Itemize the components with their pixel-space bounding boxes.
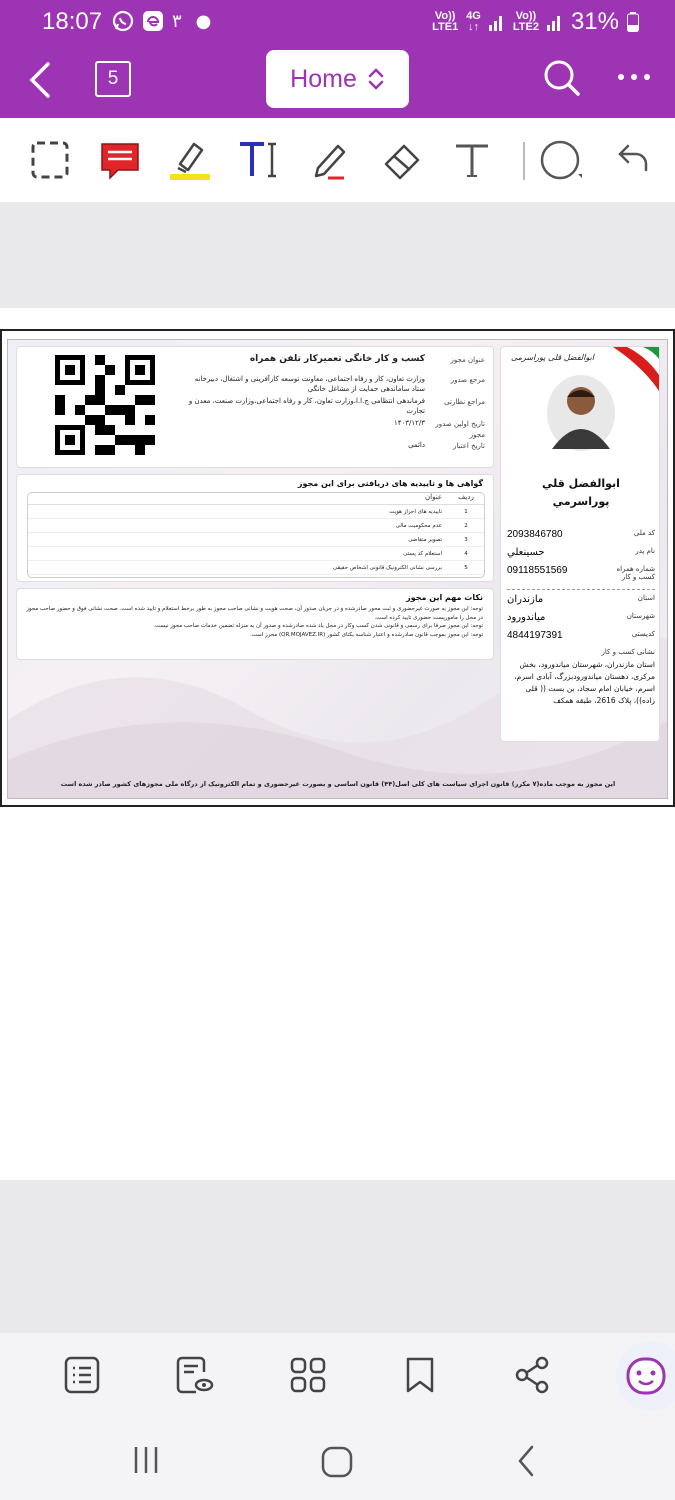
text-box-tool[interactable]: [236, 138, 280, 182]
highlighter-icon: [168, 138, 212, 182]
info-values: [185, 354, 425, 450]
dot-icon: ●: [195, 10, 212, 32]
recents-button[interactable]: [126, 1443, 166, 1477]
mode-selector[interactable]: [266, 50, 409, 108]
mode-label: Home: [290, 64, 357, 93]
county-value: مياندورود: [507, 612, 546, 623]
postal-code-value: 4844197391: [507, 630, 563, 641]
app-bar: [0, 44, 675, 118]
signal-icon: [489, 13, 505, 31]
home-square-icon: [318, 1441, 358, 1481]
approval-row-number: 5: [464, 564, 468, 571]
recents-icon: [126, 1443, 166, 1477]
eraser-tool[interactable]: [380, 138, 424, 182]
certificate-footer: این مجوز به موجب ماده(۷ مکرر) قانون اجرای سیاست های کلی اصل(۴۴) قانون اساسی و بصورت غیرحضوری و تمام الکترونیک از درگاه ملی مجوزهای کشور صادر شده است: [60, 780, 616, 788]
page-gap-bottom: [0, 1180, 675, 1333]
province-value: مازندران: [507, 594, 544, 605]
approval-row-title: بررسی نشانی الکترونیک قانونی اشخاص حقیقی: [332, 564, 442, 571]
approvals-title: گواهی ها و تاییدیه های دریافتی برای این مجوز: [297, 479, 483, 488]
approval-row-number: 3: [464, 536, 468, 543]
status-notification-icons: [112, 10, 211, 32]
sim2-network: Vo)) LTE2: [512, 10, 539, 33]
pen-icon: [308, 138, 352, 182]
assistant-face-icon: [626, 1357, 666, 1395]
updown-chevron-icon: [367, 66, 385, 92]
approval-row-number: 2: [464, 522, 468, 529]
bookmark-icon: [400, 1355, 440, 1395]
eraser-icon: [380, 138, 424, 182]
select-area-tool[interactable]: [28, 138, 72, 182]
supervisor-value: فرماندهی انتظامی ج.ا.ا،وزارت تعاون، کار و رفاه اجتماعی،وزارت صنعت، معدن و تجارت: [188, 397, 425, 415]
approvals-rows: [28, 505, 484, 575]
approvals-table: ردیف عنوان 1 تاییدیه های احراز هویت 2 عدم محکومیت مالی 3 تصویر متقاضی 4 استعلام کد پستی 5 بررسی نشانی الکترونیک قانونی اشخاص حقیقی: [27, 492, 485, 578]
circle-shape-icon: [538, 138, 586, 182]
document-page[interactable]: [0, 329, 675, 807]
iran-flag-icon: [613, 347, 659, 391]
comment-tool[interactable]: [98, 138, 142, 182]
phone-value: 09118551569: [507, 565, 568, 576]
approval-row: [28, 519, 484, 533]
pen-tool[interactable]: [308, 138, 352, 182]
approval-row-title: استعلام کد پستی: [403, 550, 442, 557]
approval-row-title: تصویر متقاضی: [408, 536, 442, 543]
battery-icon: [627, 12, 639, 32]
bottom-navigation: [0, 1333, 675, 1415]
page-gap-top: [0, 202, 675, 308]
signal-icon: [547, 13, 563, 31]
home-button[interactable]: [318, 1441, 358, 1481]
first-issue-date: ۱۴۰۳/۱۲/۳: [393, 419, 425, 427]
note-3: توجه: این مجوز بموجب قانون صادرشده و اعتبار شناسه یکتای کشور (QR.MOJAVEZ.IR) محرز است.: [250, 631, 483, 638]
person-photo: [546, 371, 616, 453]
grid-icon: [288, 1355, 328, 1395]
validity-value: دائمی: [408, 441, 425, 449]
view-mode-button[interactable]: [174, 1355, 214, 1395]
status-bar: [0, 0, 675, 44]
more-dots-icon: [616, 62, 652, 92]
system-back-button[interactable]: [508, 1441, 548, 1481]
approval-row: [28, 547, 484, 561]
outline-button[interactable]: [62, 1355, 102, 1395]
identity-fields: کد ملی 2093846780 نام پدر حسينعلي شماره همراه کسب و کار 09118551569 استان مازندران شهرستان مياندورود کدپستی 4844197391 نشانی کسب و کار استان مازندران، شهرستان میاندورود، بخش مرکزی، دهستان میاندورودبزرگ، آبادی اسرم، اسرم، خیابان امام سجاد، بن بست (( قلی زاده))، پلاک 2616، طبقه همکف: [507, 529, 655, 705]
sim1-network: Vo)) LTE1: [432, 10, 459, 33]
status-extra-text: ٣: [172, 10, 182, 32]
issuer-value: وزارت تعاون، کار و رفاه اجتماعی، معاونت توسعه کارآفرینی و اشتغال، دبیرخانه ستاد ساماندهی حمایت از مشاغل خانگی: [194, 375, 425, 393]
status-right-group: [432, 8, 639, 36]
whatsapp-icon: [112, 10, 134, 32]
approvals-panel: [16, 474, 494, 582]
notes-body: [23, 605, 483, 639]
search-icon: [542, 58, 582, 98]
status-time: 18:07: [42, 8, 103, 35]
system-navigation-bar: [0, 1415, 675, 1500]
national-id-value: 2093846780: [507, 529, 563, 540]
chevron-left-icon: [26, 58, 56, 102]
search-button[interactable]: [542, 58, 582, 98]
note-2: توجه: این مجوز صرفا برای رسمی و قانونی شدن کسب وکار در محل یاد شده صادرشده و صدور آن به منزله تضمین خدمات صاحب مجوز نیست.: [153, 623, 483, 629]
text-tool[interactable]: [450, 138, 494, 182]
approval-row-title: تاییدیه های احراز هویت: [389, 508, 442, 515]
toolbar-divider: [523, 142, 525, 180]
person-name: ابوالفضل قلي پوراسرمي: [542, 477, 620, 508]
more-options-button[interactable]: [616, 62, 656, 92]
assistant-button[interactable]: [616, 1341, 675, 1411]
address-value: استان مازندران، شهرستان میاندورود، بخش مرکزی، دهستان میاندورودبزرگ، آبادی اسرم، اسرم، خیابان امام سجاد، بن بست (( قلی زاده))، پلاک 2616، طبقه همکف: [514, 660, 655, 705]
signature-image: ابوالفضل قلی پوراسرمی: [511, 353, 595, 362]
data-4g: 4G ↓↑: [466, 10, 481, 33]
license-certificate: [7, 339, 668, 799]
notes-panel: [16, 588, 494, 660]
license-title: کسب و کار خانگی تعمیرکار تلفن همراه: [249, 354, 425, 364]
info-labels: عنوان مجوز مرجع صدور مراجع نظارتی تاریخ اولین صدور مجوز تاریخ اعتبار: [435, 356, 485, 450]
text-t-icon: [450, 138, 494, 182]
license-info-panel: [16, 346, 494, 468]
document-preview-icon: [174, 1355, 214, 1395]
back-button[interactable]: [26, 58, 60, 102]
qr-code-icon: [55, 355, 155, 455]
approval-row: [28, 561, 484, 575]
back-chevron-icon: [508, 1441, 548, 1481]
thumbnails-button[interactable]: [288, 1355, 328, 1395]
comment-icon: [98, 138, 142, 182]
list-document-icon: [62, 1355, 102, 1395]
edge-browser-icon: [142, 10, 164, 32]
approval-row: [28, 505, 484, 519]
notes-title: نکات مهم این مجوز: [406, 593, 483, 602]
shape-tool[interactable]: [538, 138, 582, 182]
approval-row-number: 1: [464, 508, 468, 515]
approval-row: [28, 533, 484, 547]
page-count-badge[interactable]: 5: [95, 61, 131, 97]
undo-icon: [612, 138, 656, 182]
text-cursor-icon: [236, 138, 280, 182]
approval-row-title: عدم محکومیت مالی: [395, 522, 442, 529]
annotation-toolbar: [0, 118, 675, 202]
note-1: توجه: این مجوز به صورت غیرحضوری و ثبت محور صادرشده و در جریان صدور آن، صحت هویت و نشانی صاحب مجوز به طور برخط استعلام و تایید شده است. صحت نشانی فوق و حضور صاحب مجوز در محل را مامورپست حضوری تایید کرده است.: [26, 606, 483, 621]
person-panel: [500, 346, 660, 742]
father-name-value: حسينعلي: [507, 547, 545, 558]
battery-percent: 31%: [570, 8, 619, 35]
dashed-selection-icon: [28, 138, 72, 182]
approval-row-number: 4: [464, 550, 468, 557]
highlighter-tool[interactable]: [168, 138, 212, 182]
bookmark-button[interactable]: [400, 1355, 440, 1395]
undo-tool[interactable]: [612, 138, 656, 182]
share-button[interactable]: [512, 1355, 552, 1395]
share-icon: [512, 1355, 552, 1395]
